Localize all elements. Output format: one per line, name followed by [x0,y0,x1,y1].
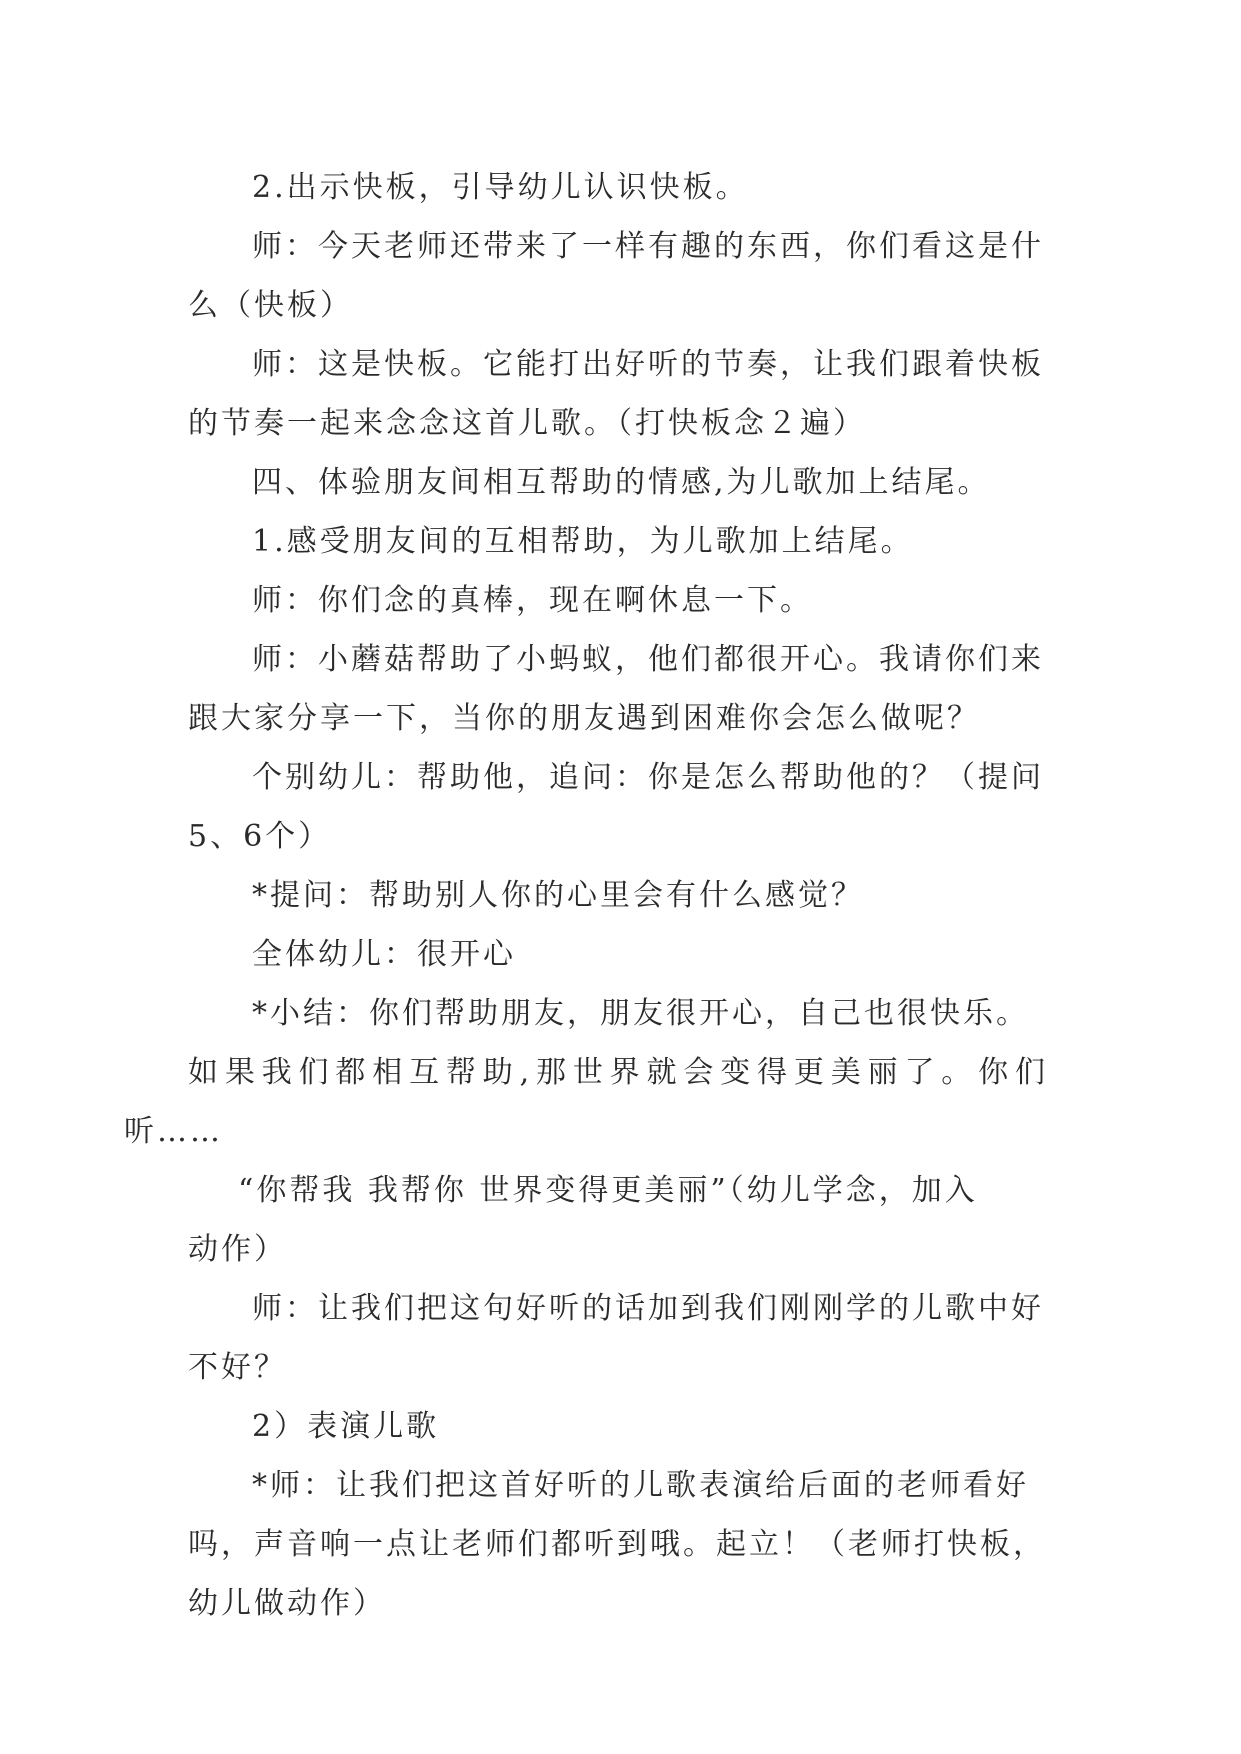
paragraph [188,158,1048,217]
paragraph-line: 么（快板） [188,288,353,323]
paragraph-line: *提问：帮助别人你的心里会有什么感觉？ [252,878,864,913]
paragraph [124,984,1048,1161]
paragraph-line: 1.感受朋友间的互相帮助，为儿歌加上结尾。 [252,524,914,559]
paragraph-line: 2）表演儿歌 [252,1409,440,1444]
paragraph [188,512,1048,571]
paragraph [188,925,1048,984]
paragraph [188,748,1048,866]
paragraph-line: 动作） [188,1232,287,1267]
paragraph-line: 幼儿做动作） [188,1586,386,1621]
paragraph [188,571,1048,630]
paragraph [188,1456,1048,1633]
paragraph-line: “你帮我 我帮你 世界变得更美丽”（幼儿学念，加入 [238,1173,978,1208]
paragraph [188,866,1048,925]
paragraph-line: 个别幼儿：帮助他，追问：你是怎么帮助他的？（提问 [252,760,1044,795]
paragraph-line: *师：让我们把这首好听的儿歌表演给后面的老师看好 [252,1468,1029,1503]
paragraph-line: 5、6个） [188,819,332,854]
paragraph-line: 师：让我们把这句好听的话加到我们刚刚学的儿歌中好 [252,1291,1044,1326]
paragraph-line: 跟大家分享一下，当你的朋友遇到困难你会怎么做呢？ [188,701,980,736]
paragraph-line: *小结：你们帮助朋友，朋友很开心，自己也很快乐。 [252,996,1029,1031]
paragraph-line: 师：你们念的真棒，现在啊休息一下。 [252,583,813,618]
paragraph [188,1279,1048,1397]
paragraph [188,335,1048,453]
paragraph [188,217,1048,335]
paragraph-line: 2.出示快板，引导幼儿认识快板。 [252,170,749,205]
paragraph-line: 如果我们都相互帮助,那世界就会变得更美丽了。你们听…… [124,1055,1048,1149]
paragraph-line: 吗，声音响一点让老师们都听到哦。起立！（老师打快板， [188,1527,1046,1562]
paragraph-line: 师：这是快板。它能打出好听的节奏，让我们跟着快板 [252,347,1044,382]
paragraph [188,630,1048,748]
paragraph-line: 不好？ [188,1350,287,1385]
paragraph-line: 师：今天老师还带来了一样有趣的东西，你们看这是什 [252,229,1044,264]
section-heading [188,453,1048,512]
paragraph-line: 全体幼儿：很开心 [252,937,516,972]
paragraph [188,1161,1048,1279]
paragraph-line: 四、体验朋友间相互帮助的情感,为儿歌加上结尾。 [252,465,991,500]
paragraph [188,1397,1048,1456]
paragraph-line: 师：小蘑菇帮助了小蚂蚁，他们都很开心。我请你们来 [252,642,1044,677]
paragraph-line: 的节奏一起来念念这首儿歌。（打快板念２遍） [188,406,866,441]
document-body [124,158,1048,1633]
